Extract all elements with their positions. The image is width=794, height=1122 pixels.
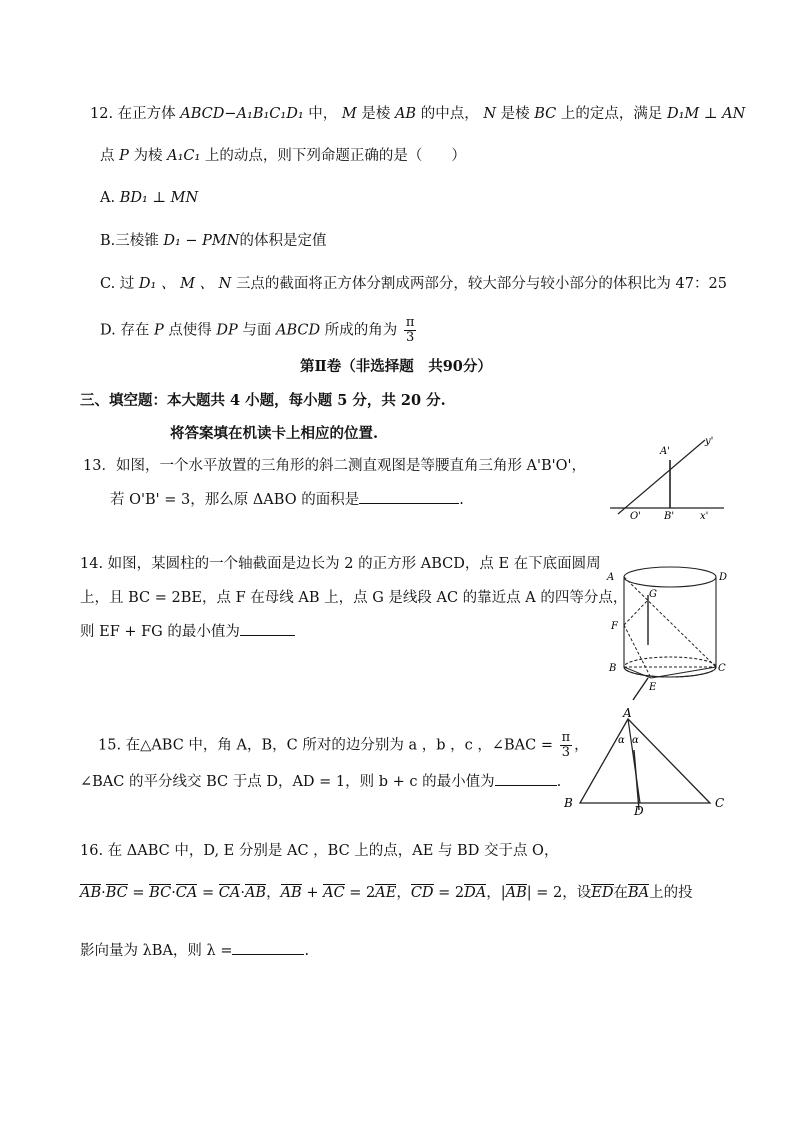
fraction-numerator: π bbox=[561, 730, 571, 745]
q16-text: 影向量为 λBA，则 λ = bbox=[80, 943, 233, 959]
q12-text: 中， bbox=[308, 106, 338, 122]
q12-a1c1: A₁C₁ bbox=[167, 148, 201, 164]
q13-line2 bbox=[110, 489, 464, 511]
q16-text: = bbox=[127, 885, 150, 901]
vector: ED bbox=[591, 885, 614, 901]
q16-line2 bbox=[80, 882, 693, 904]
q12-p: P bbox=[119, 148, 129, 164]
label-e: E bbox=[649, 682, 657, 693]
option-math: P bbox=[153, 322, 164, 339]
vector: BC bbox=[149, 885, 172, 901]
q12-text: 是棱 bbox=[361, 106, 391, 122]
vector: AB bbox=[505, 885, 527, 901]
segment-fe bbox=[624, 625, 651, 678]
q12-line2 bbox=[100, 145, 466, 167]
q15-text: ∠BAC 的平分线交 BC 于点 D，AD = 1，则 b + c 的最小值为 bbox=[80, 774, 495, 790]
vector: AB bbox=[80, 885, 102, 901]
answer-blank[interactable] bbox=[240, 621, 295, 636]
option-text: 过 bbox=[119, 276, 135, 292]
option-text: 点使得 bbox=[168, 322, 212, 339]
option-math: D₁ 、 M 、 N bbox=[138, 276, 232, 292]
top-ellipse bbox=[624, 567, 716, 587]
q16-text: ， bbox=[396, 885, 411, 901]
q14-line1: 14. 如图，某圆柱的一个轴截面是边长为 2 的正方形 ABCD，点 E 在下底面圆周 bbox=[80, 556, 601, 572]
q12-text: 上的定点，满足 bbox=[560, 106, 663, 122]
q15-text: 15. 在△ABC 中，角 A，B，C 所对的边分别为 a ，b ，c ，∠BAC = bbox=[98, 737, 553, 754]
label-a: A bbox=[623, 706, 632, 720]
q13-text: . bbox=[459, 492, 464, 508]
vector: AB bbox=[244, 885, 267, 901]
vector: AC bbox=[323, 885, 345, 901]
segment-fg bbox=[624, 600, 648, 625]
dot: · bbox=[171, 885, 176, 901]
q13-text: 若 O'B' = 3，那么原 ΔABO 的面积是 bbox=[110, 492, 360, 508]
option-label: D. bbox=[100, 322, 116, 339]
q16-text: . bbox=[304, 943, 310, 959]
bisector-ad bbox=[628, 719, 640, 803]
option-text: 存在 bbox=[120, 322, 150, 339]
label-alpha: α bbox=[632, 735, 639, 746]
pen-mark bbox=[634, 750, 639, 810]
label-a: A' bbox=[660, 446, 670, 457]
q12-ab: AB bbox=[394, 106, 417, 122]
vector: BC bbox=[105, 885, 128, 901]
q12-line1 bbox=[90, 103, 745, 125]
q12-option-c bbox=[100, 273, 727, 295]
dot: · bbox=[240, 885, 245, 901]
q14-line3 bbox=[80, 621, 295, 643]
q12-cond: D₁M ⊥ AN bbox=[666, 106, 746, 122]
label-x: x' bbox=[700, 511, 709, 520]
q15-text: . bbox=[556, 774, 562, 790]
option-label: C. bbox=[100, 276, 116, 292]
dot: · bbox=[101, 885, 106, 901]
q16-text: ， bbox=[266, 885, 281, 901]
q15-text: ， bbox=[574, 737, 589, 754]
option-math: ABCD bbox=[276, 322, 321, 339]
q12-cube: ABCD−A₁B₁C₁D₁ bbox=[180, 106, 304, 122]
vector: AE bbox=[375, 885, 397, 901]
label-g: G bbox=[649, 589, 657, 600]
pen-mark bbox=[633, 678, 648, 700]
label-a: A bbox=[607, 572, 615, 583]
option-text: 三棱锥 bbox=[115, 233, 159, 249]
q16-text: + bbox=[301, 885, 324, 901]
vector: CD bbox=[410, 885, 434, 901]
q16-text: 上的投 bbox=[649, 885, 693, 901]
option-text: 所成的角为 bbox=[324, 322, 398, 339]
fraction bbox=[404, 316, 417, 345]
answer-blank[interactable] bbox=[232, 940, 304, 955]
label-y: y' bbox=[705, 436, 714, 447]
label-f: F bbox=[611, 621, 618, 632]
label-d: D bbox=[634, 804, 644, 818]
q15-figure bbox=[560, 705, 735, 820]
q16-text: ，| bbox=[486, 885, 506, 901]
option-math: DP bbox=[216, 322, 238, 339]
q13-figure bbox=[600, 430, 730, 520]
q12-n: N bbox=[483, 106, 496, 122]
q16-text: 在 bbox=[613, 885, 628, 901]
q12-text: 为棱 bbox=[133, 148, 163, 164]
label-b: B bbox=[609, 663, 617, 674]
q12-m: M bbox=[341, 106, 357, 122]
section-title: 第Ⅱ卷（非选择题 共90分） bbox=[300, 358, 492, 375]
q16-line3 bbox=[80, 940, 309, 962]
label-alpha: α bbox=[618, 735, 625, 746]
q13-line1: 13．如图，一个水平放置的三角形的斜二测直观图是等腰直角三角形 A'B'O'， bbox=[83, 458, 587, 474]
option-label: B. bbox=[100, 233, 116, 249]
section-heading: 三、填空题：本大题共 4 小题，每小题 5 分，共 20 分. bbox=[80, 392, 446, 409]
q16-line1: 16. 在 ΔABC 中，D, E 分别是 AC ，BC 上的点，AE 与 BD 交于点 O， bbox=[80, 843, 559, 859]
q15-line1 bbox=[98, 731, 589, 760]
option-text: BD₁ ⊥ MN bbox=[119, 190, 199, 206]
answer-blank[interactable] bbox=[495, 771, 557, 786]
label-c: C bbox=[715, 796, 725, 810]
q16-text: = 2 bbox=[344, 885, 376, 901]
vector: AB bbox=[280, 885, 302, 901]
answer-blank[interactable] bbox=[359, 489, 459, 504]
option-text: 三点的截面将正方体分割成两部分，较大部分与较小部分的体积比为 47：25 bbox=[235, 276, 727, 292]
q16-text: = bbox=[197, 885, 219, 901]
q14-line2: 上，且 BC = 2BE，点 F 在母线 AB 上，点 G 是线段 AC 的靠近点 A 的四等分点， bbox=[80, 590, 628, 606]
q12-text: 上的动点，则下列命题正确的是（ ） bbox=[204, 148, 466, 164]
q12-text: 的中点， bbox=[420, 106, 479, 122]
q14-text: 则 EF + FG 的最小值为 bbox=[80, 624, 240, 640]
vector: DA bbox=[464, 885, 487, 901]
q12-option-a bbox=[100, 187, 198, 209]
q12-bc: BC bbox=[534, 106, 557, 122]
fraction-denominator: 3 bbox=[561, 745, 570, 760]
section-instruction: 将答案填在机读卡上相应的位置. bbox=[170, 425, 379, 442]
option-text: 的体积是定值 bbox=[239, 233, 327, 249]
label-d: D bbox=[719, 572, 728, 583]
q12-text: 点 bbox=[100, 148, 115, 164]
triangle-abc bbox=[580, 719, 710, 803]
label-b: B' bbox=[664, 511, 675, 520]
q14-figure bbox=[603, 555, 733, 705]
q12-option-d bbox=[100, 316, 418, 345]
vector: CA bbox=[218, 885, 241, 901]
label-c: C bbox=[718, 663, 726, 674]
q12-text: 12. 在正方体 bbox=[90, 106, 176, 122]
label-o: O' bbox=[630, 511, 641, 520]
q16-text: | = 2，设 bbox=[526, 885, 592, 901]
option-label: A. bbox=[100, 190, 116, 206]
fraction-numerator: π bbox=[405, 315, 415, 330]
vector: CA bbox=[175, 885, 198, 901]
q15-line2 bbox=[80, 771, 561, 793]
option-math: D₁ − PMN bbox=[163, 233, 240, 249]
q12-text: 是棱 bbox=[500, 106, 530, 122]
vector: BA bbox=[628, 885, 650, 901]
fraction-denominator: 3 bbox=[406, 330, 415, 345]
diagonal-ac bbox=[624, 577, 716, 667]
segment-be bbox=[624, 667, 651, 678]
option-text: 与面 bbox=[242, 322, 272, 339]
label-b: B bbox=[564, 796, 573, 810]
q12-option-b bbox=[100, 230, 326, 252]
q16-text: = 2 bbox=[433, 885, 465, 901]
bottom-ellipse-front bbox=[624, 667, 716, 677]
